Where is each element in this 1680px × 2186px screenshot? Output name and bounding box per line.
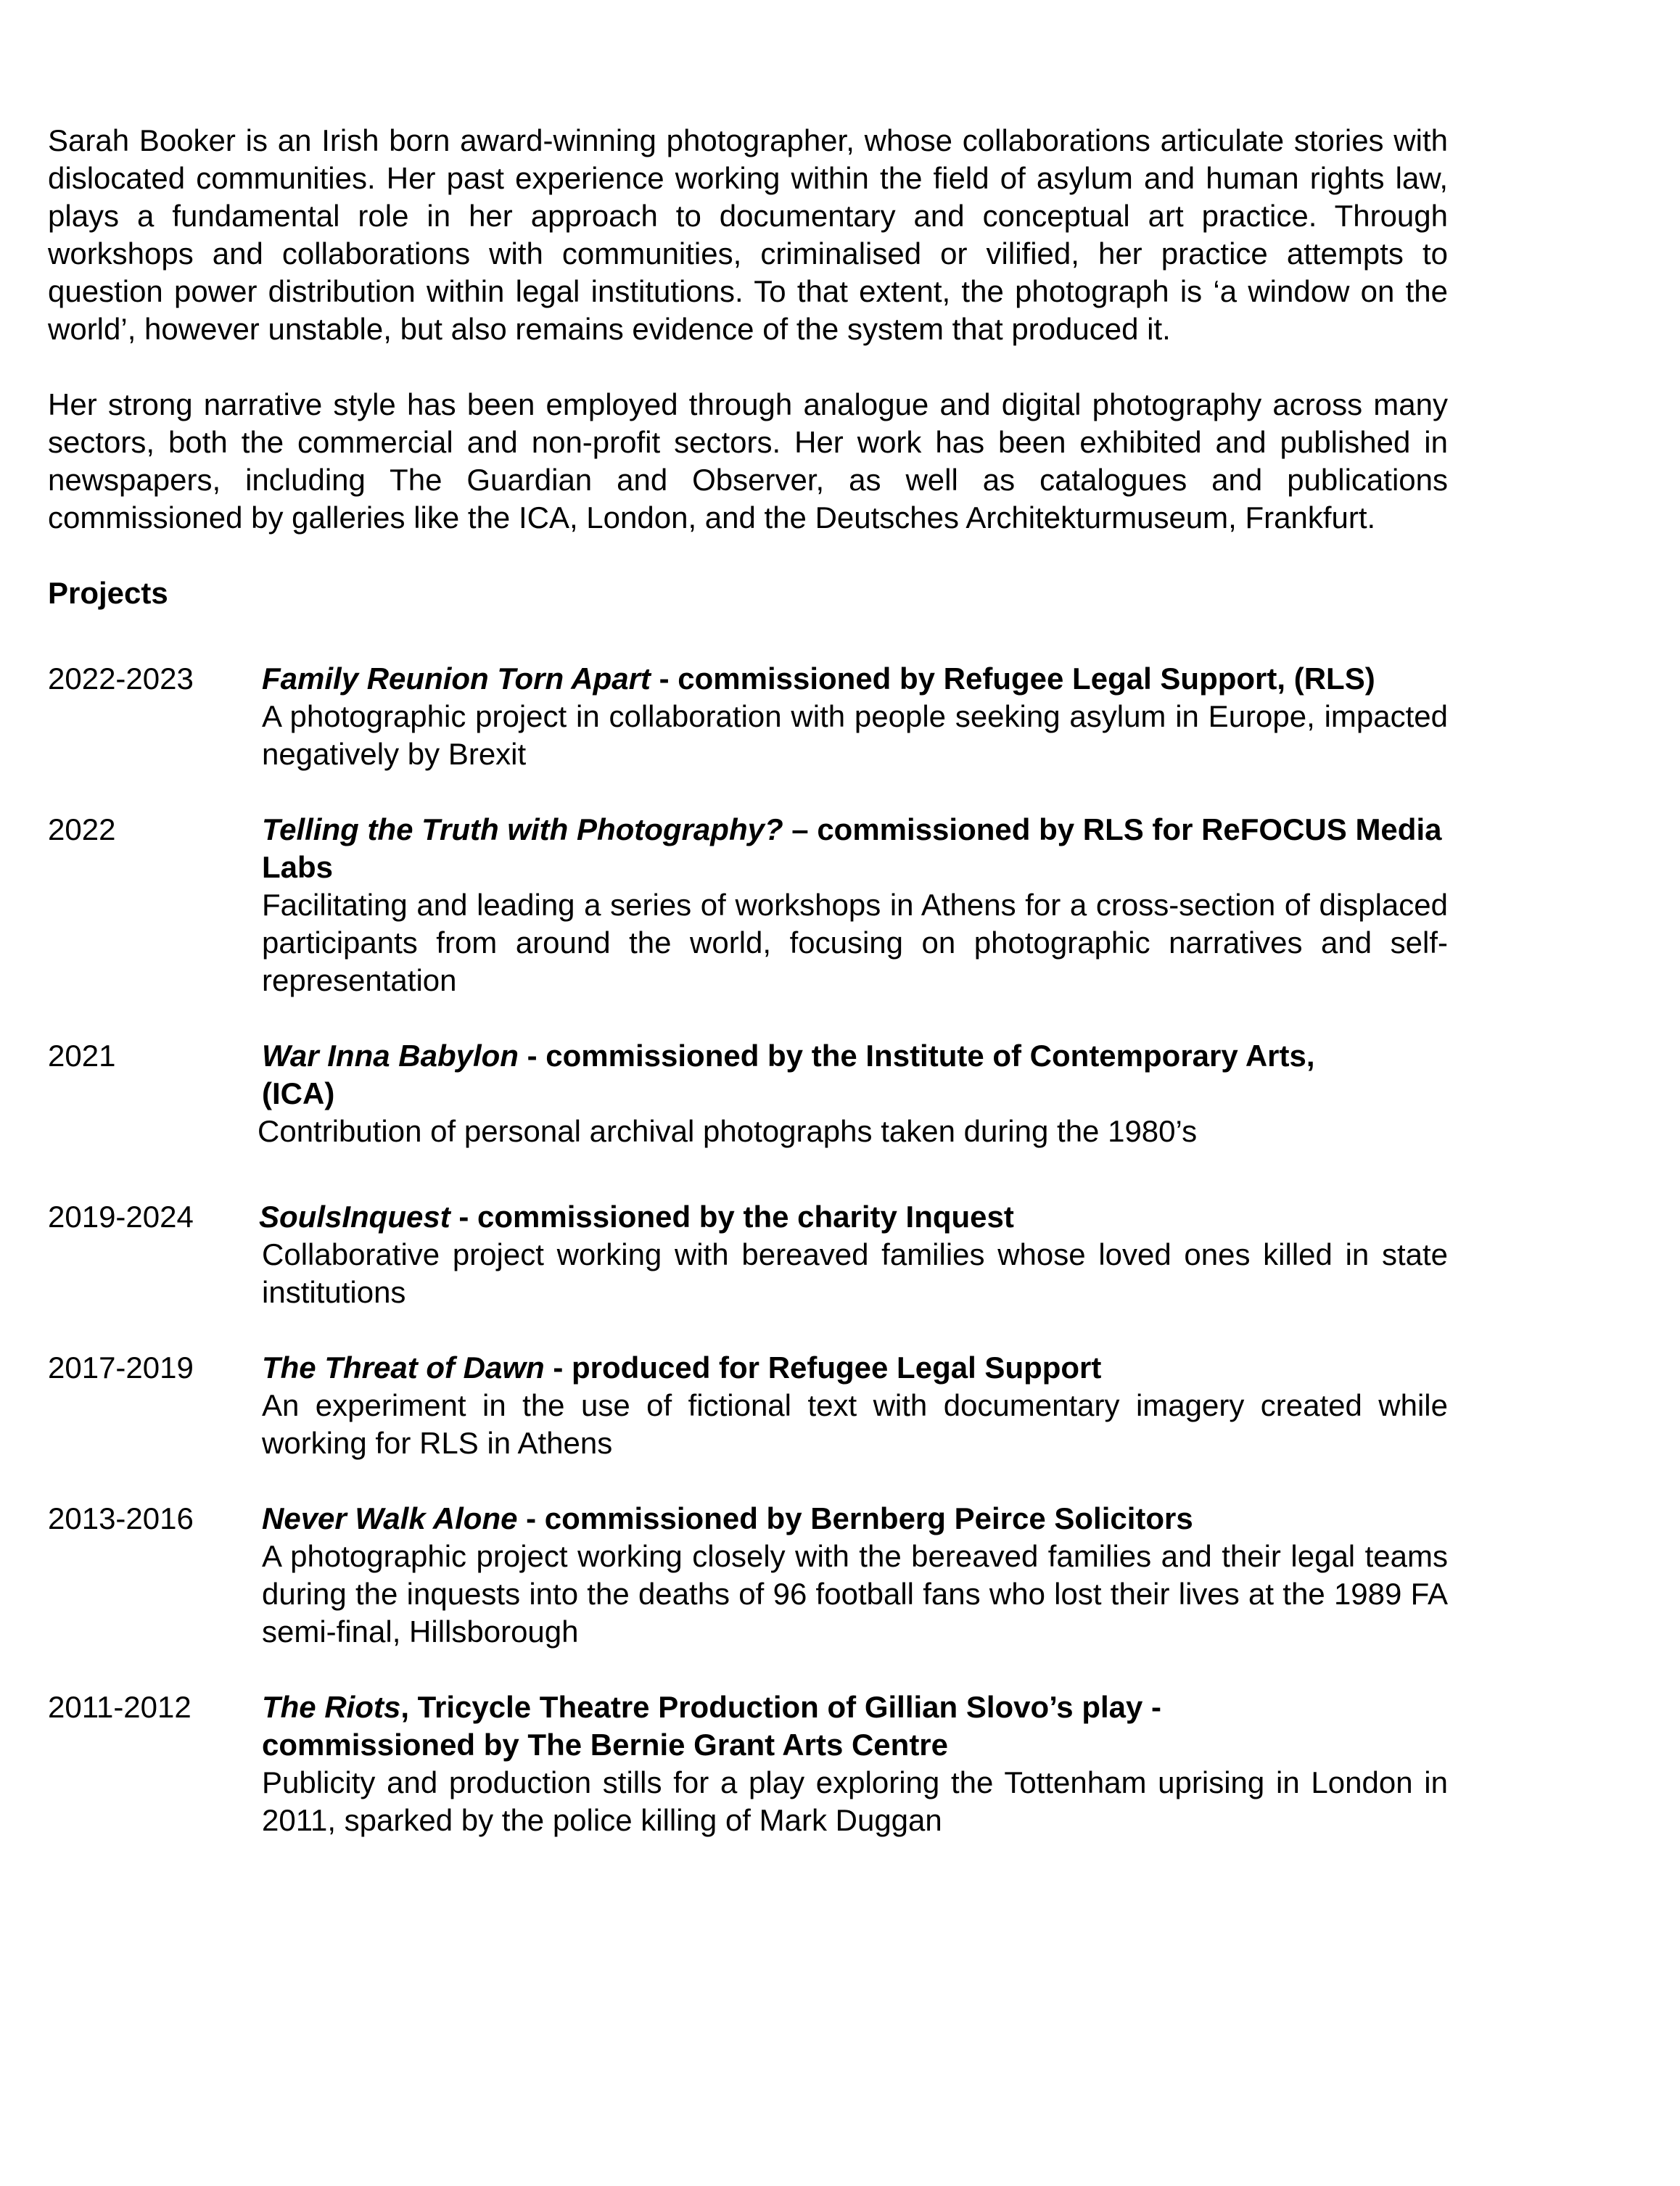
project-title-line — [262, 1349, 1448, 1387]
project-years: 2013-2016 — [48, 1501, 194, 1535]
project-commission: - commissioned by the charity Inquest — [450, 1200, 1014, 1234]
project-years: 2019-2024 — [48, 1200, 194, 1234]
project-entry — [48, 1198, 1448, 1311]
project-title-line — [262, 1688, 1248, 1764]
project-description: A photographic project in collaboration with people seeking asylum in Europe, impacted negatively by Brexit — [262, 699, 1448, 771]
project-years: 2022-2023 — [48, 661, 194, 696]
project-title: Never Walk Alone — [262, 1501, 518, 1535]
projects-list — [48, 660, 1448, 1839]
project-description: Facilitating and leading a series of workshops in Athens for a cross-section of displaced participants from around the world, focusing on photographic narratives and self-representation — [262, 888, 1448, 997]
project-title-line — [259, 1198, 1448, 1236]
project-commission: - commissioned by Refugee Legal Support, (RLS) — [650, 661, 1375, 696]
project-entry — [48, 1037, 1448, 1150]
project-entry — [48, 811, 1448, 999]
project-entry — [48, 660, 1448, 773]
projects-heading: Projects — [48, 576, 168, 610]
bio-paragraph-2: Her strong narrative style has been employed through analogue and digital photography across many sectors, both the commercial and non-profit sectors. Her work has been exhibited and published in newspapers, including The Guardian and Observer, as well as catalogues and publications commissioned by galleries like the ICA, London, and the Deutsches Architekturmuseum, Frankfurt. — [48, 387, 1448, 535]
project-title: The Threat of Dawn — [262, 1350, 545, 1385]
project-description: Contribution of personal archival photographs taken during the 1980’s — [258, 1114, 1198, 1148]
project-description: Collaborative project working with bereaved families whose loved ones killed in state institutions — [262, 1237, 1448, 1309]
project-title-line — [262, 1037, 1393, 1113]
project-description: An experiment in the use of fictional text with documentary imagery created while working for RLS in Athens — [262, 1388, 1448, 1460]
project-title: Family Reunion Torn Apart — [262, 661, 651, 696]
project-title: Telling the Truth with Photography? — [262, 812, 783, 846]
project-description: A photographic project working closely with the bereaved families and their legal teams during the inquests into the deaths of 96 football fans who lost their lives at the 1989 FA semi-final, Hillsborough — [262, 1539, 1448, 1649]
project-title-line — [262, 1500, 1448, 1538]
project-years: 2011-2012 — [48, 1690, 192, 1724]
project-commission: – commissioned by RLS for ReFOCUS Media Labs — [262, 812, 1442, 884]
project-commission: - commissioned by the Institute of Contemporary Arts, (ICA) — [262, 1039, 1315, 1110]
project-years: 2017-2019 — [48, 1350, 194, 1385]
project-commission: , Tricycle Theatre Production of Gillian Slovo’s play - commissioned by The Bernie Grant Arts Centre — [262, 1690, 1162, 1762]
project-commission: - produced for Refugee Legal Support — [544, 1350, 1102, 1385]
project-title: SoulsInquest — [259, 1200, 450, 1234]
project-title: The Riots — [262, 1690, 401, 1724]
project-years: 2021 — [48, 1039, 116, 1073]
project-entry — [48, 1349, 1448, 1462]
project-commission: - commissioned by Bernberg Peirce Solicitors — [517, 1501, 1193, 1535]
project-years: 2022 — [48, 812, 116, 846]
project-title-line — [262, 811, 1448, 886]
project-entry — [48, 1688, 1448, 1839]
project-description: Publicity and production stills for a play exploring the Tottenham uprising in London in 2011, sparked by the police killing of Mark Duggan — [262, 1765, 1448, 1837]
project-entry — [48, 1500, 1448, 1651]
document-page — [48, 122, 1448, 1839]
project-title-line — [262, 660, 1393, 698]
bio-paragraph-1: Sarah Booker is an Irish born award-winning photographer, whose collaborations articulate stories with dislocated communities. Her past experience working within the field of asylum and human rights law, plays a fundamental role in her approach to documentary and conceptual art practice. Through workshops and collaborations with communities, criminalised or vilified, her practice attempts to question power distribution within legal institutions. To that extent, the photograph is ‘a window on the world’, however unstable, but also remains evidence of the system that produced it. — [48, 123, 1448, 346]
project-title: War Inna Babylon — [262, 1039, 519, 1073]
